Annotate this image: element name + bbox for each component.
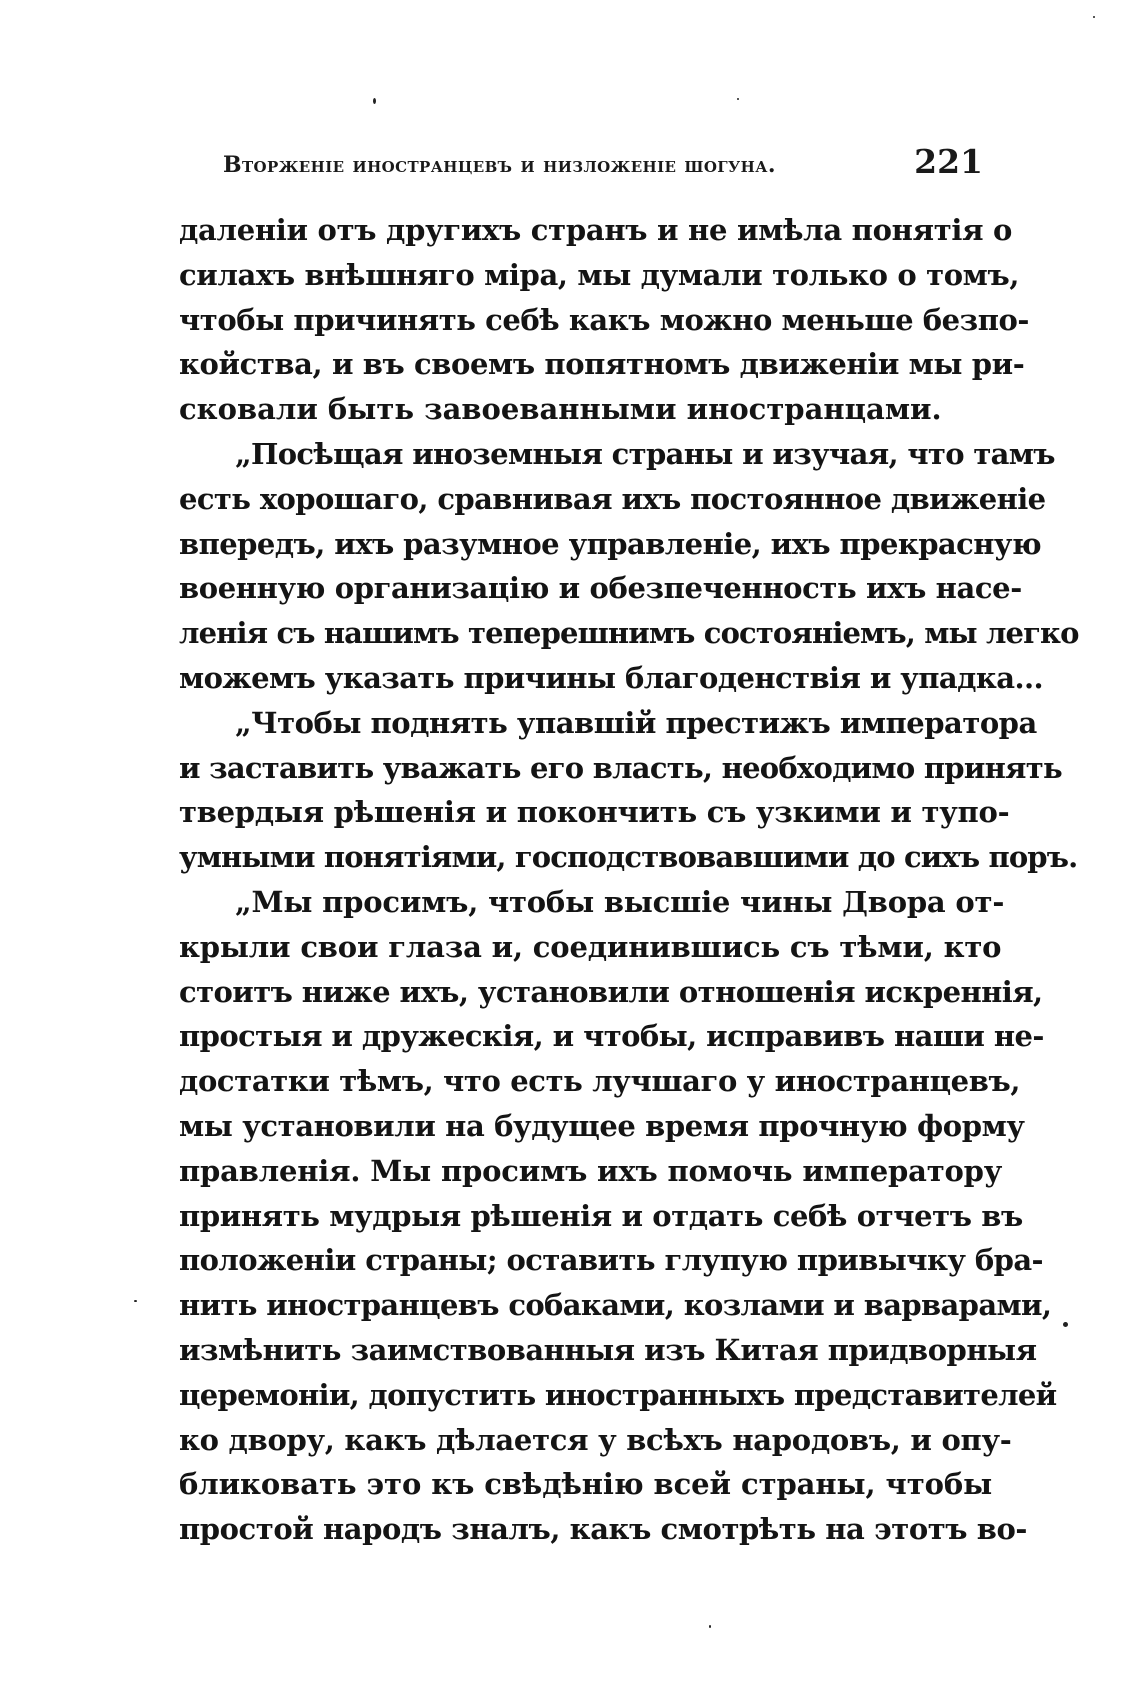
text-line: измѣнить заимствованныя изъ Китая придворныя bbox=[179, 1332, 1037, 1367]
text-line: стоитъ ниже ихъ, установили отношенія искреннія, bbox=[179, 974, 1043, 1009]
text-line: „Мы просимъ, чтобы высшіе чины Двора от- bbox=[235, 884, 1005, 919]
page-number: 221 bbox=[914, 142, 983, 181]
text-line: койства, и въ своемъ попятномъ движеніи мы ри- bbox=[179, 347, 1025, 382]
text-line: „Посѣщая иноземныя страны и изучая, что тамъ bbox=[235, 436, 1055, 471]
body-text bbox=[179, 208, 1079, 1552]
text-line: нить иностранцевъ собаками, козлами и варварами, bbox=[179, 1288, 1052, 1323]
text-line: даленіи отъ другихъ странъ и не имѣла понятія о bbox=[179, 213, 1013, 247]
page-header bbox=[223, 138, 983, 194]
text-line: мы установили на будущее время прочную форму bbox=[179, 1108, 1025, 1143]
text-line: достатки тѣмъ, что есть лучшаго у иностранцевъ, bbox=[179, 1064, 1021, 1099]
text-line: умными понятіями, господствовавшими до сихъ поръ. bbox=[179, 840, 1078, 875]
text-line: военную организацію и обезпеченность ихъ насе- bbox=[179, 571, 1022, 606]
text-line: и заставить уважать его власть, необходимо принять bbox=[179, 750, 1062, 785]
text-line: простой народъ зналъ, какъ смотрѣть на этотъ во- bbox=[179, 1512, 1028, 1547]
scan-speck bbox=[134, 1300, 137, 1302]
text-line: церемоніи, допустить иностранныхъ представителей bbox=[179, 1377, 1057, 1412]
text-line: чтобы причинять себѣ какъ можно меньше безпо- bbox=[179, 302, 1030, 337]
text-line: положеніи страны; оставить глупую привычку бра- bbox=[179, 1243, 1044, 1278]
text-line: ленія съ нашимъ теперешнимъ состояніемъ, мы легко bbox=[179, 616, 1079, 651]
scan-speck bbox=[709, 1625, 711, 1628]
running-title: Вторженіе иностранцевъ и низложеніе шогуна. bbox=[223, 152, 776, 178]
paragraph bbox=[179, 880, 1057, 1552]
text-line: правленія. Мы просимъ ихъ помочь императору bbox=[179, 1153, 1003, 1188]
text-line: ко двору, какъ дѣлается у всѣхъ народовъ, и опу- bbox=[179, 1422, 1012, 1457]
text-line: твердыя рѣшенія и покончить съ узкими и тупо- bbox=[179, 795, 1010, 830]
text-line: есть хорошаго, сравнивая ихъ постоянное движеніе bbox=[179, 481, 1046, 516]
text-line: „Чтобы поднять упавшій престижъ императора bbox=[235, 705, 1037, 740]
scan-speck bbox=[373, 98, 376, 104]
paragraph bbox=[179, 208, 1030, 432]
text-line: крыли свои глаза и, соединившись съ тѣми, кто bbox=[179, 929, 1002, 964]
paragraph bbox=[179, 701, 1078, 880]
scan-speck bbox=[1063, 1322, 1068, 1327]
paragraph bbox=[179, 432, 1079, 701]
text-line: сковали быть завоеванными иностранцами. bbox=[179, 392, 942, 427]
text-line: принять мудрыя рѣшенія и отдать себѣ отчетъ въ bbox=[179, 1198, 1023, 1233]
scan-speck bbox=[737, 98, 739, 100]
text-line: силахъ внѣшняго міра, мы думали только о томъ, bbox=[179, 257, 1020, 292]
text-line: простыя и дружескія, и чтобы, исправивъ наши не- bbox=[179, 1019, 1044, 1054]
text-line: впередъ, ихъ разумное управленіе, ихъ прекрасную bbox=[179, 526, 1042, 561]
scan-speck bbox=[1093, 16, 1095, 18]
text-line: бликовать это къ свѣдѣнію всей страны, чтобы bbox=[179, 1467, 993, 1502]
text-line: можемъ указать причины благоденствія и упадка... bbox=[179, 660, 1043, 695]
